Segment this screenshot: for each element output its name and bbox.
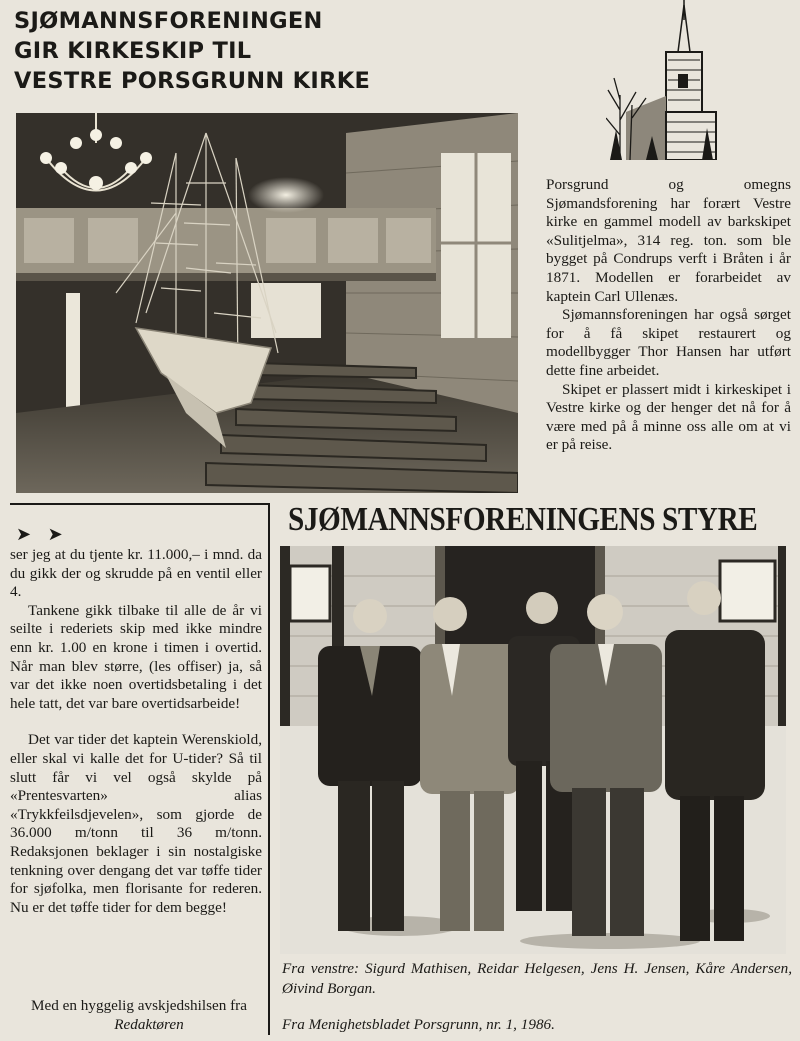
article-body [546,176,791,455]
church-drawing [606,0,718,160]
ship-photo-image [16,113,518,493]
letter-paragraph: Det var tider det kaptein Werenskiold, eller skal vi kalle det for U-tider? Så til slutt får vi vel også skylde på «Prentesvarten» alias «Trykkfeilsdjevelen», som gjorde de 36.000 m/tonn til 36 m/tonn. Redaksjonen beklager i sin nostalgiske tenkning over dengang det var tøffe tider for sjøfolka, men florisante for rederen. Nu er det tøffe tider for dem begge! [10,731,262,916]
letter-paragraph: Tankene gikk tilbake til alle de år vi seilte i rederiets skip med ikke mindre enn kr. 1.00 en krone i timen i overtid. Når man blev større, (les offiser) ja, så var det ikke noen overtidsbetaling i det hele tatt, det var bare overtidsarbeide! [10,601,262,712]
board-title: SJØMANNSFORENINGENS STYRE [288,501,758,538]
board-caption: Fra venstre: Sigurd Mathisen, Reidar Helgesen, Jens H. Jensen, Kåre Andersen, Øivind Borgan. [282,960,792,997]
church-icon [606,0,718,160]
letter-body [10,546,262,917]
continuation-arrows-icon: ➤ ➤ [16,524,69,544]
board-photo [280,546,786,954]
headline-line-3: VESTRE PORSGRUNN KIRKE [14,68,371,94]
headline [14,6,474,96]
letter-closing: Med en hyggelig avskjedshilsen fra [31,997,247,1014]
letter-signoff [10,996,268,1034]
letter-paragraph: ser jeg at du tjente kr. 11.000,– i mnd. da du gikk der og skrudde på en ventil eller 4. [10,546,262,601]
source-credit: Fra Menighetsbladet Porsgrunn, nr. 1, 1986. [282,1016,555,1033]
headline-line-2: GIR KIRKESKIP TIL [14,38,252,64]
headline-line-1: SJØMANNSFORENINGEN [14,8,323,34]
letter-signature: Redaktøren [114,1016,184,1033]
story-paragraph: Skipet er plassert midt i kirkeskipet i Vestre kirke og der henger det nå for å være med på å minne oss alle om at vi er på reise. [546,380,791,454]
ship-photo [16,113,518,493]
board-photo-image [280,546,786,954]
story-paragraph: Porsgrund og omegns Sjømandsforening har forært Vestre kirke en gammel modell av barkskipet «Sulitjelma», 314 reg. ton. som ble bygget på Condrups verft i Bråten i år 1871. Modellen er forarbeidet av kaptein Carl Ullenæs. [546,176,791,305]
story-paragraph: Sjømannsforeningen har også sørget for å få skipet restaurert og modellbygger Thor Hansen har utført dette fine arbeidet. [546,306,791,379]
